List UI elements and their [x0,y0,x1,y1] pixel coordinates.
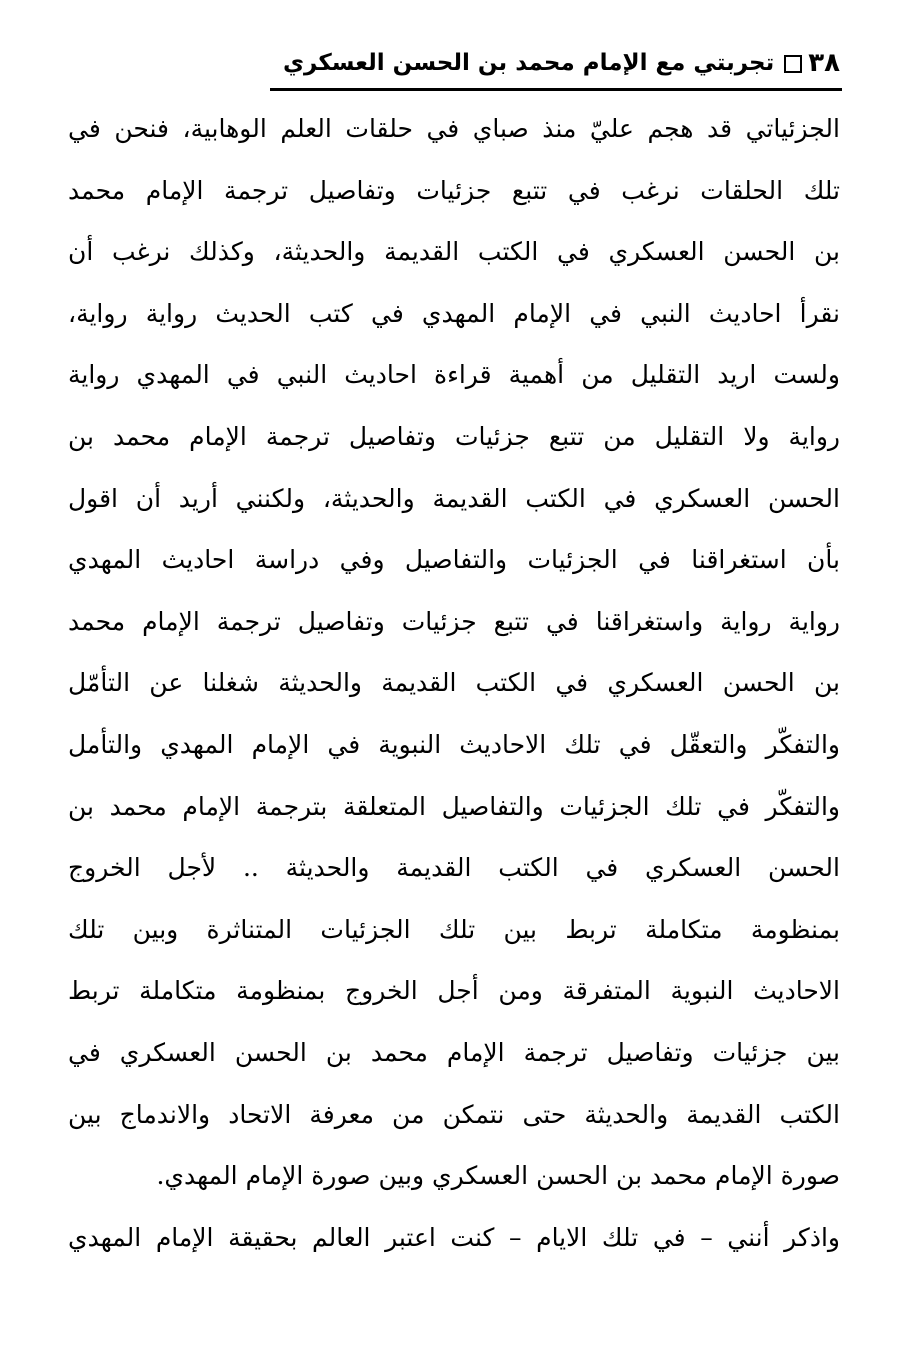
text-line: رواية ولا التقليل من تتبع جزئيات وتفاصيل ترجمة الإمام محمد بن [68,421,840,451]
text-line: تلك الحلقات نرغب في تتبع جزئيات وتفاصيل ترجمة الإمام محمد [68,175,840,205]
text-line: صورة الإمام محمد بن الحسن العسكري وبين صورة الإمام المهدي. [156,1161,840,1191]
text-line: بين جزئيات وتفاصيل ترجمة الإمام محمد بن الحسن العسكري في [68,1037,840,1067]
body-paragraph [68,98,840,1268]
page-number: ٣٨ [808,48,840,78]
text-line: بن الحسن العسكري في الكتب القديمة والحديثة شغلنا عن التأمّل [68,668,840,698]
text-line: بمنظومة متكاملة تربط بين تلك الجزئيات المتناثرة وبين تلك [68,914,840,944]
text-line: الحسن العسكري في الكتب القديمة والحديثة، ولكنني أريد أن اقول [68,483,840,513]
text-line: بأن استغراقنا في الجزئيات والتفاصيل وفي دراسة احاديث المهدي [68,545,840,575]
text-line: الاحاديث النبوية المتفرقة ومن أجل الخروج بمنظومة متكاملة تربط [68,976,840,1006]
text-line: ولست اريد التقليل من أهمية قراءة احاديث النبي في المهدي رواية [68,360,840,390]
text-line: الكتب القديمة والحديثة حتى نتمكن من معرفة الاتحاد والاندماج بين [68,1099,840,1129]
text-line: واذكر أنني – في تلك الايام – كنت اعتبر العالم بحقيقة الإمام المهدي [68,1222,840,1252]
running-title: تجربتي مع الإمام محمد بن الحسن العسكري [282,50,775,76]
text-line: الجزئياتي قد هجم عليّ منذ صباي في حلقات العلم الوهابية، فنحن في [68,114,840,143]
text-line: نقرأ احاديث النبي في الإمام المهدي في كتب الحديث رواية رواية، [68,298,840,328]
square-bullet-icon [784,55,802,73]
text-line: بن الحسن العسكري في الكتب القديمة والحديثة، وكذلك نرغب أن [68,237,840,267]
text-line: رواية رواية واستغراقنا في تتبع جزئيات وتفاصيل ترجمة الإمام محمد [68,606,840,636]
text-line: الحسن العسكري في الكتب القديمة والحديثة .. لأجل الخروج [68,853,840,883]
text-line: والتفكّر والتعقّل في تلك الاحاديث النبوية في الإمام المهدي والتأمل [68,729,840,759]
header-rule [270,88,842,91]
text-line: والتفكّر في تلك الجزئيات والتفاصيل المتعلقة بترجمة الإمام محمد بن [68,791,840,821]
running-header [68,38,840,88]
